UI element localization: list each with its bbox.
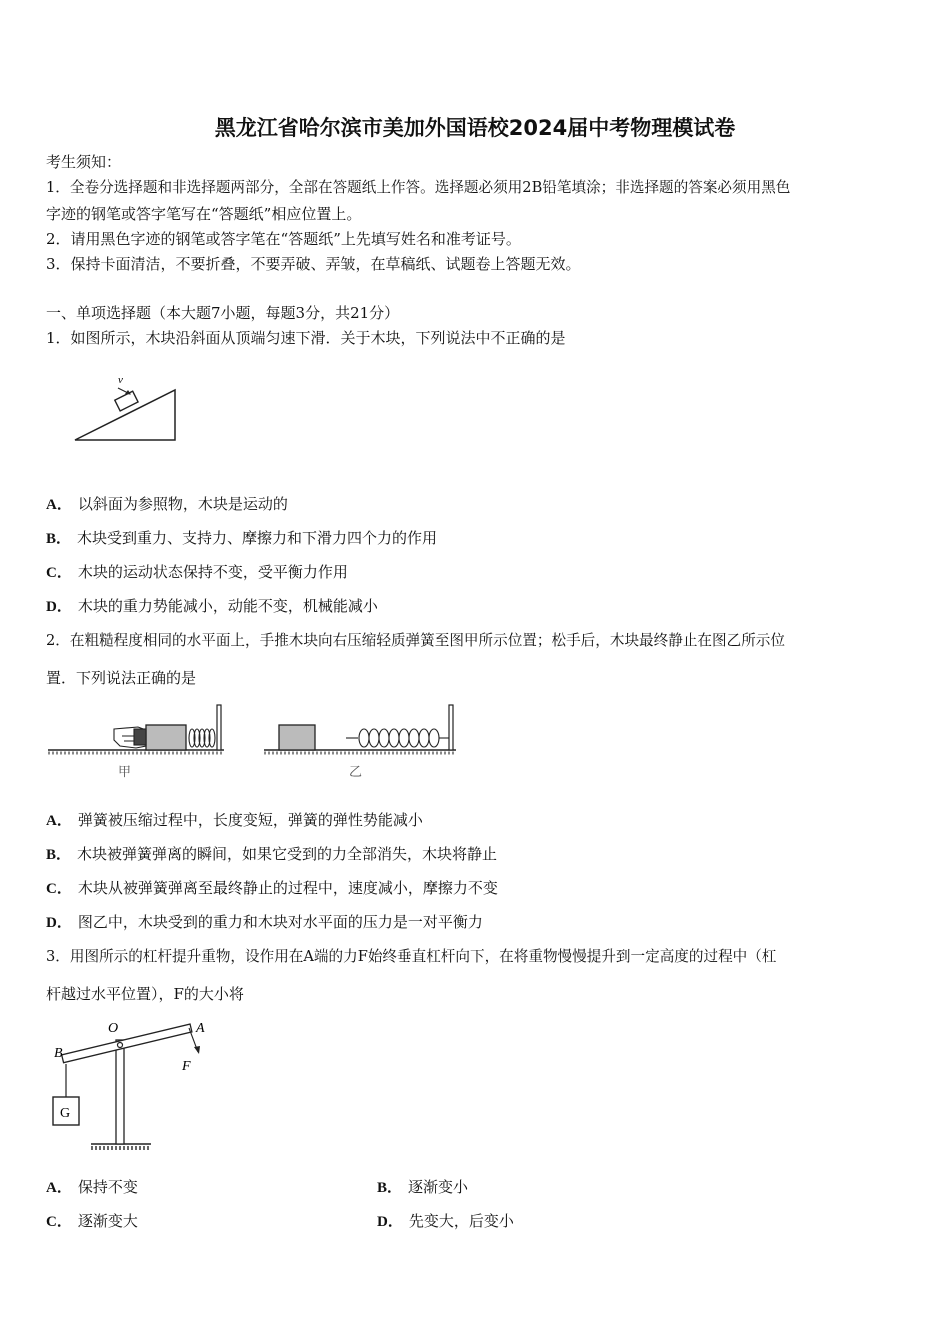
option-text: 图乙中，木块受到的重力和木块对水平面的压力是一对平衡力 <box>77 913 483 931</box>
option-letter: A． <box>46 813 72 829</box>
wall-left <box>217 705 221 750</box>
option-a[interactable] <box>46 494 288 515</box>
pivot-point <box>118 1043 123 1048</box>
hand-icon <box>114 727 146 748</box>
block-on-incline <box>115 391 138 411</box>
wall-right <box>449 705 453 750</box>
page-title: 黑龙江省哈尔滨市美加外国语校2024届中考物理模试卷 <box>214 116 736 140</box>
lever-bar <box>62 1024 192 1063</box>
option-letter: C． <box>46 1214 72 1230</box>
compressed-spring <box>189 729 215 747</box>
ground-left <box>48 750 224 753</box>
option-b[interactable] <box>46 528 437 549</box>
question-stem: 置．下列说法正确的是 <box>46 669 197 687</box>
option-letter: D． <box>377 1214 403 1230</box>
block-right <box>279 725 315 750</box>
lever-figure <box>46 1014 221 1154</box>
option-text: 木块的重力势能减小，动能不变，机械能减小 <box>77 597 378 615</box>
option-a[interactable] <box>46 810 423 831</box>
option-text: 以斜面为参照物，木块是运动的 <box>77 495 288 513</box>
option-text: 木块受到重力、支持力、摩擦力和下滑力四个力的作用 <box>77 529 438 547</box>
option-letter: B． <box>46 531 72 547</box>
question-stem: 2．在粗糙程度相同的水平面上，手推木块向右压缩轻质弹簧至图甲所示位置；松手后，木块最终静止在图乙所示位 <box>46 632 785 649</box>
spring-figure <box>46 700 466 782</box>
weight-label: G <box>60 1106 71 1121</box>
option-text: 逐渐变小 <box>408 1178 469 1196</box>
option-a[interactable] <box>46 1177 138 1198</box>
relaxed-spring <box>346 729 449 747</box>
option-letter: C． <box>46 565 72 581</box>
question-stem: 1．如图所示，木块沿斜面从顶端匀速下滑．关于木块，下列说法中不正确的是 <box>46 329 566 347</box>
option-d[interactable] <box>46 596 378 617</box>
option-text: 先变大，后变小 <box>408 1212 514 1230</box>
option-letter: B． <box>377 1180 403 1196</box>
support-post <box>116 1040 124 1144</box>
option-letter: D． <box>46 915 72 931</box>
figure-label-jia: 甲 <box>118 764 132 779</box>
notice-item: 3．保持卡面清洁，不要折叠，不要弄破、弄皱，在草稿纸、试题卷上答题无效。 <box>46 255 581 273</box>
option-d[interactable] <box>46 912 483 933</box>
notice-heading: 考生须知： <box>46 153 122 171</box>
label-b: B <box>54 1046 63 1061</box>
label-a: A <box>196 1021 205 1036</box>
force-arrowhead <box>194 1046 200 1054</box>
notice-item: 字迹的钢笔或答字笔写在“答题纸”相应位置上。 <box>46 205 362 223</box>
option-text: 木块的运动状态保持不变，受平衡力作用 <box>77 563 348 581</box>
option-c[interactable] <box>46 562 348 583</box>
block-left <box>146 725 186 750</box>
option-text: 保持不变 <box>77 1178 138 1196</box>
option-letter: D． <box>46 599 72 615</box>
velocity-label: v <box>118 374 123 386</box>
question-stem: 杆越过水平位置），F的大小将 <box>46 985 244 1003</box>
label-f: F <box>182 1059 191 1074</box>
option-letter: C． <box>46 881 72 897</box>
option-c[interactable] <box>46 1211 138 1232</box>
incline-figure <box>70 372 185 447</box>
figure-label-yi: 乙 <box>349 764 363 779</box>
option-c[interactable] <box>46 878 498 899</box>
option-text: 木块被弹簧弹离的瞬间，如果它受到的力全部消失，木块将静止 <box>77 845 498 863</box>
notice-item: 1．全卷分选择题和非选择题两部分，全部在答题纸上作答。选择题必须用2B铅笔填涂；非选择题的答案必须用黑色 <box>46 179 791 196</box>
option-letter: B． <box>46 847 72 863</box>
option-letter: A． <box>46 497 72 513</box>
question-stem: 3．用图所示的杠杆提升重物，设作用在A端的力F始终垂直杠杆向下，在将重物慢慢提升到一定高度的过程中（杠 <box>46 948 777 965</box>
option-text: 逐渐变大 <box>77 1212 138 1230</box>
option-letter: A． <box>46 1180 72 1196</box>
option-text: 木块从被弹簧弹离至最终静止的过程中，速度减小，摩擦力不变 <box>77 879 498 897</box>
option-text: 弹簧被压缩过程中，长度变短，弹簧的弹性势能减小 <box>77 811 423 829</box>
option-d[interactable] <box>377 1211 514 1232</box>
option-b[interactable] <box>377 1177 468 1198</box>
label-o: O <box>108 1021 119 1036</box>
option-b[interactable] <box>46 844 497 865</box>
section-heading: 一、单项选择题（本大题7小题，每题3分，共21分） <box>46 304 400 322</box>
notice-item: 2．请用黑色字迹的钢笔或答字笔在“答题纸”上先填写姓名和准考证号。 <box>46 230 521 248</box>
